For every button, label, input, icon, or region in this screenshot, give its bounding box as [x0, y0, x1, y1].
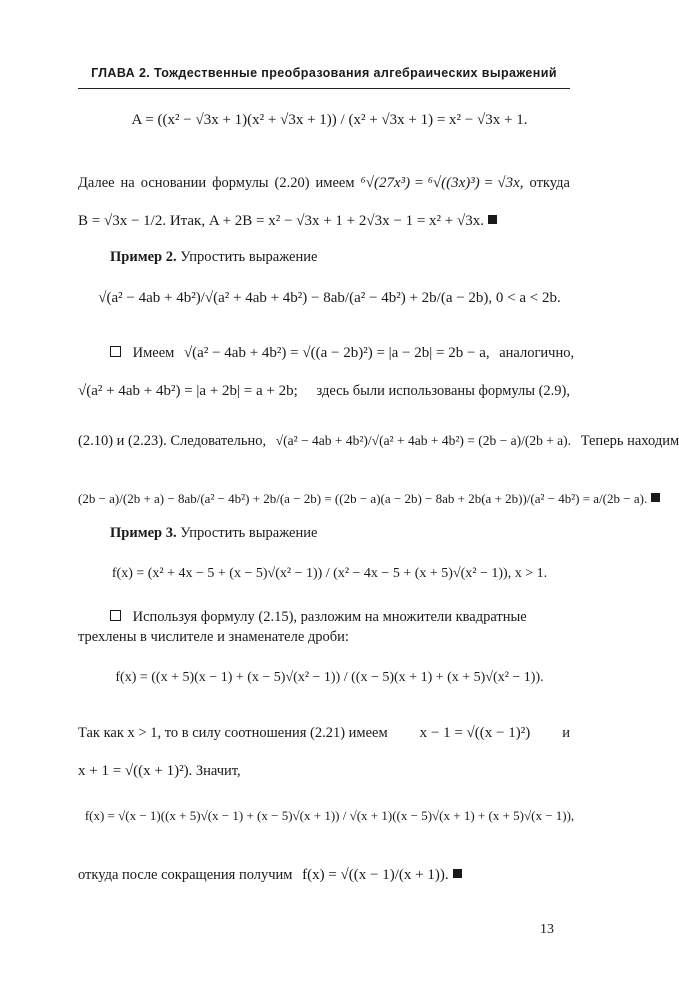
end-of-proof-icon: [651, 493, 660, 502]
word: (2.20): [274, 175, 310, 191]
formula-b-text: B = √3x − 1/2. Итак, A + 2B = x² − √3x + 1 + 2√3x − 1 = x² + √3x.: [78, 213, 484, 229]
paragraph-6: [78, 628, 349, 646]
paragraph-7: [78, 724, 570, 742]
inline-formula: f(x) = √((x − 1)/(x + 1)).: [302, 867, 449, 883]
example-3-heading: [110, 524, 317, 542]
word: Имеем: [132, 345, 175, 361]
word: и: [562, 725, 570, 741]
example-3-label: Пример 3.: [110, 525, 177, 541]
example-2-task: Упростить выражение: [180, 249, 318, 265]
word: Далее: [78, 175, 115, 191]
formula-example-3-text: f(x) = (x² + 4x − 5 + (x − 5)√(x² − 1)) / (x² − 4x − 5 + (x + 5)√(x² − 1)), x > 1.: [111, 566, 548, 581]
text-segment: (2.10) и (2.23). Следовательно,: [78, 433, 267, 449]
formula-example-2-text: √(a² − 4ab + 4b²)/√(a² + 4ab + 4b²) − 8ab/(a² − 4b²) + 2b/(a − 2b), 0 < a < 2b.: [98, 290, 561, 306]
text-segment: трехлены в числителе и знаменателе дроби:: [78, 629, 349, 645]
formula-f7-text: f(x) = √(x − 1)((x + 5)√(x − 1) + (x − 5)√(x + 1)) / √(x + 1)((x − 5)√(x + 1) + (x + 5)√(x − 1)),: [84, 808, 575, 823]
paragraph-1: [78, 174, 570, 192]
formula-example-2: [0, 290, 659, 307]
word: откуда: [529, 175, 570, 191]
paragraph-9: [78, 866, 462, 884]
inline-formula: ⁶√(27x³) = ⁶√((3x)³) = √3x,: [360, 175, 524, 191]
paragraph-4: [78, 432, 679, 450]
formula-f6-text: f(x) = ((x + 5)(x − 1) + (x − 5)√(x² − 1)) / ((x − 5)(x + 1) + (x + 5)√(x² − 1)).: [115, 670, 544, 685]
text-segment: . Значит,: [188, 763, 241, 779]
text-segment: Теперь находим: [580, 433, 679, 449]
word: формулы: [212, 175, 269, 191]
formula-example-3: [0, 566, 659, 582]
chapter-header: ГЛАВА 2. Тождественные преобразования алгебраических выражений: [91, 66, 557, 80]
formula-d-line: [78, 490, 660, 508]
formula-f6: [0, 670, 659, 686]
formula-a-text: A = ((x² − √3x + 1)(x² + √3x + 1)) / (x² + √3x + 1) = x² − √3x + 1.: [131, 112, 528, 128]
end-of-proof-icon: [488, 215, 497, 224]
text-segment: Так как x > 1, то в силу соотношения (2.21) имеем: [78, 725, 388, 741]
end-of-proof-icon: [453, 869, 462, 878]
text-segment: здесь были использованы формулы (2.9),: [316, 383, 570, 399]
paragraph-2: [110, 344, 574, 362]
inline-formula: √(a² + 4ab + 4b²) = |a + 2b| = a + 2b;: [78, 383, 298, 399]
example-2-label: Пример 2.: [110, 249, 177, 265]
example-3-task: Упростить выражение: [180, 525, 318, 541]
example-2-heading: [110, 248, 317, 266]
word: на: [120, 175, 135, 191]
paragraph-5: [110, 608, 527, 626]
formula-a: [0, 112, 659, 129]
inline-formula: √(a² − 4ab + 4b²) = √((a − 2b)²) = |a − 2b| = 2b − a,: [183, 345, 490, 361]
header-rule: [78, 88, 570, 89]
start-of-solution-icon: [110, 610, 121, 621]
formula-b-line: [78, 212, 497, 230]
word: аналогично,: [499, 345, 575, 361]
paragraph-8: [78, 762, 241, 780]
page-number: 13: [540, 922, 554, 937]
inline-formula: x + 1 = √((x + 1)²): [78, 763, 189, 779]
text-segment: Используя формулу (2.15), разложим на множители квадратные: [132, 609, 527, 625]
word: основании: [140, 175, 207, 191]
formula-f7: [0, 808, 659, 824]
formula-d-text: (2b − a)/(2b + a) − 8ab/(a² − 4b²) + 2b/(a − 2b) = ((2b − a)(a − 2b) − 8ab + 2b(a + 2b))/(a² − 4b²) = a/(2b − a).: [78, 491, 648, 506]
word: имеем: [315, 175, 355, 191]
paragraph-3: [78, 382, 570, 400]
inline-formula: x − 1 = √((x − 1)²): [419, 725, 531, 741]
start-of-solution-icon: [110, 346, 121, 357]
inline-formula: √(a² − 4ab + 4b²)/√(a² + 4ab + 4b²) = (2b − a)/(2b + a).: [275, 433, 572, 448]
text-segment: откуда после сокращения получим: [78, 867, 293, 883]
